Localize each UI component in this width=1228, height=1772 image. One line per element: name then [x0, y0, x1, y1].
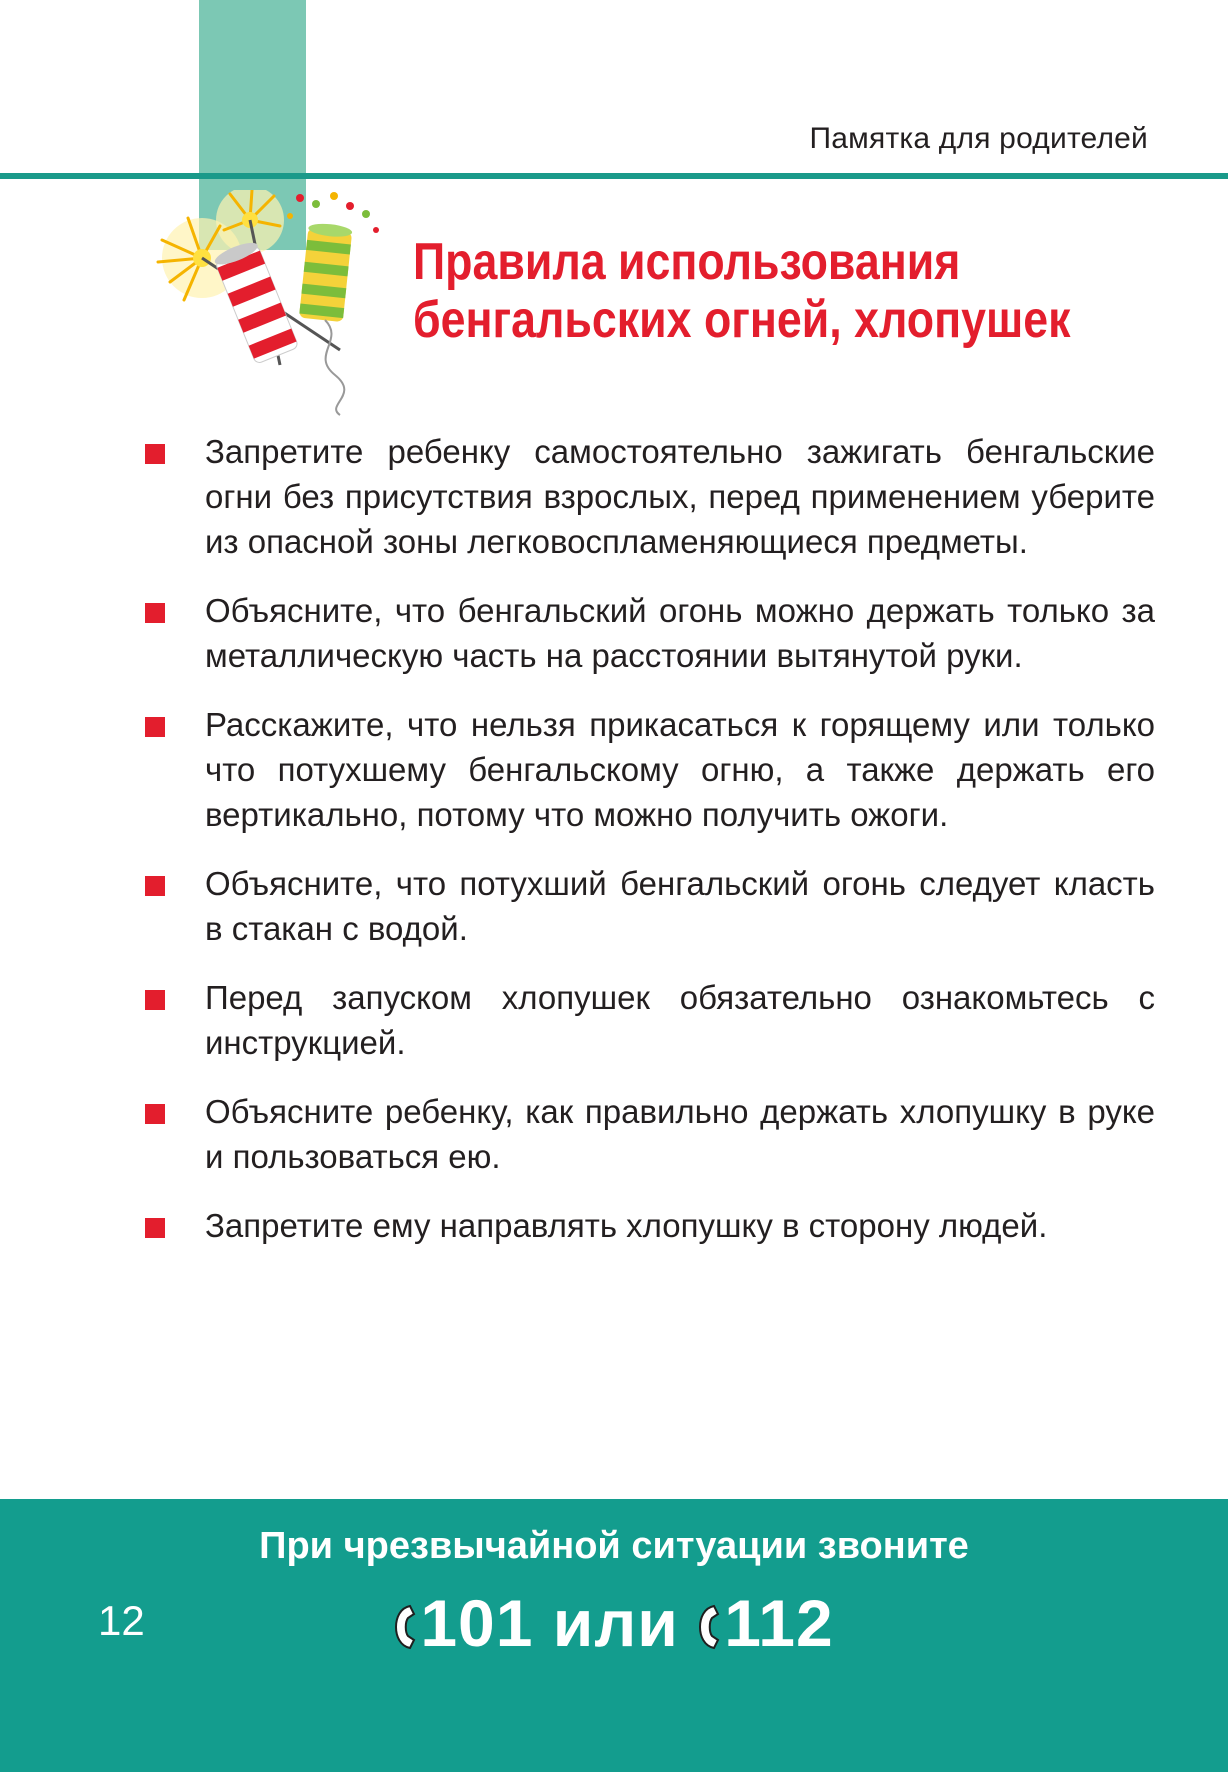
page-number: 12	[98, 1597, 145, 1644]
emergency-number-112[interactable]: 112	[724, 1586, 834, 1660]
header-label: Памятка для родителей	[809, 122, 1148, 155]
party-popper	[299, 222, 353, 322]
rules-list	[145, 429, 1155, 1272]
emergency-numbers-separator: или	[533, 1586, 699, 1660]
bullet-square-icon	[145, 1104, 165, 1124]
list-item-text: Запретите ему направлять хлопушку в сторону людей.	[205, 1207, 1048, 1244]
header-rule	[0, 173, 1228, 179]
bullet-square-icon	[145, 717, 165, 737]
list-item	[145, 429, 1155, 564]
page-title-line-2: бенгальских огней, хлопушек	[413, 291, 1071, 349]
list-item-text: Перед запуском хлопушек обязательно ознакомьтесь с инструкцией.	[205, 979, 1155, 1061]
bullet-square-icon	[145, 876, 165, 896]
page-title	[413, 233, 1071, 349]
emergency-footer-title: При чрезвычайной ситуации звоните	[259, 1525, 969, 1567]
list-item-text: Объясните ребенку, как правильно держать хлопушку в руке и пользоваться ею.	[205, 1093, 1155, 1175]
fuse-curl	[325, 320, 344, 415]
list-item	[145, 1203, 1155, 1248]
bullet-square-icon	[145, 603, 165, 623]
list-item-text: Запретите ребенку самостоятельно зажигать бенгальские огни без присутствия взрослых, перед применением уберите из опасной зоны легковоспламеняющиеся предметы.	[205, 433, 1155, 560]
bullet-square-icon	[145, 990, 165, 1010]
page-title-line-1: Правила использования	[413, 233, 961, 291]
red-firecracker	[212, 239, 298, 365]
phone-handset-icon	[698, 1604, 720, 1650]
emergency-numbers	[0, 1585, 1228, 1661]
list-item	[145, 702, 1155, 837]
firecracker-sparkler-illustration	[140, 190, 420, 420]
phone-handset-icon	[394, 1604, 416, 1650]
bullet-square-icon	[145, 444, 165, 464]
list-item	[145, 1089, 1155, 1179]
bullet-square-icon	[145, 1218, 165, 1238]
list-item	[145, 861, 1155, 951]
list-item	[145, 588, 1155, 678]
list-item-text: Расскажите, что нельзя прикасаться к горящему или только что потухшему бенгальскому огню, а также держать его вертикально, потому что можно получить ожоги.	[205, 706, 1155, 833]
list-item	[145, 975, 1155, 1065]
list-item-text: Объясните, что бенгальский огонь можно держать только за металлическую часть на расстоянии вытянутой руки.	[205, 592, 1155, 674]
list-item-text: Объясните, что потухший бенгальский огонь следует класть в стакан с водой.	[205, 865, 1155, 947]
emergency-number-101[interactable]: 101	[420, 1586, 534, 1660]
